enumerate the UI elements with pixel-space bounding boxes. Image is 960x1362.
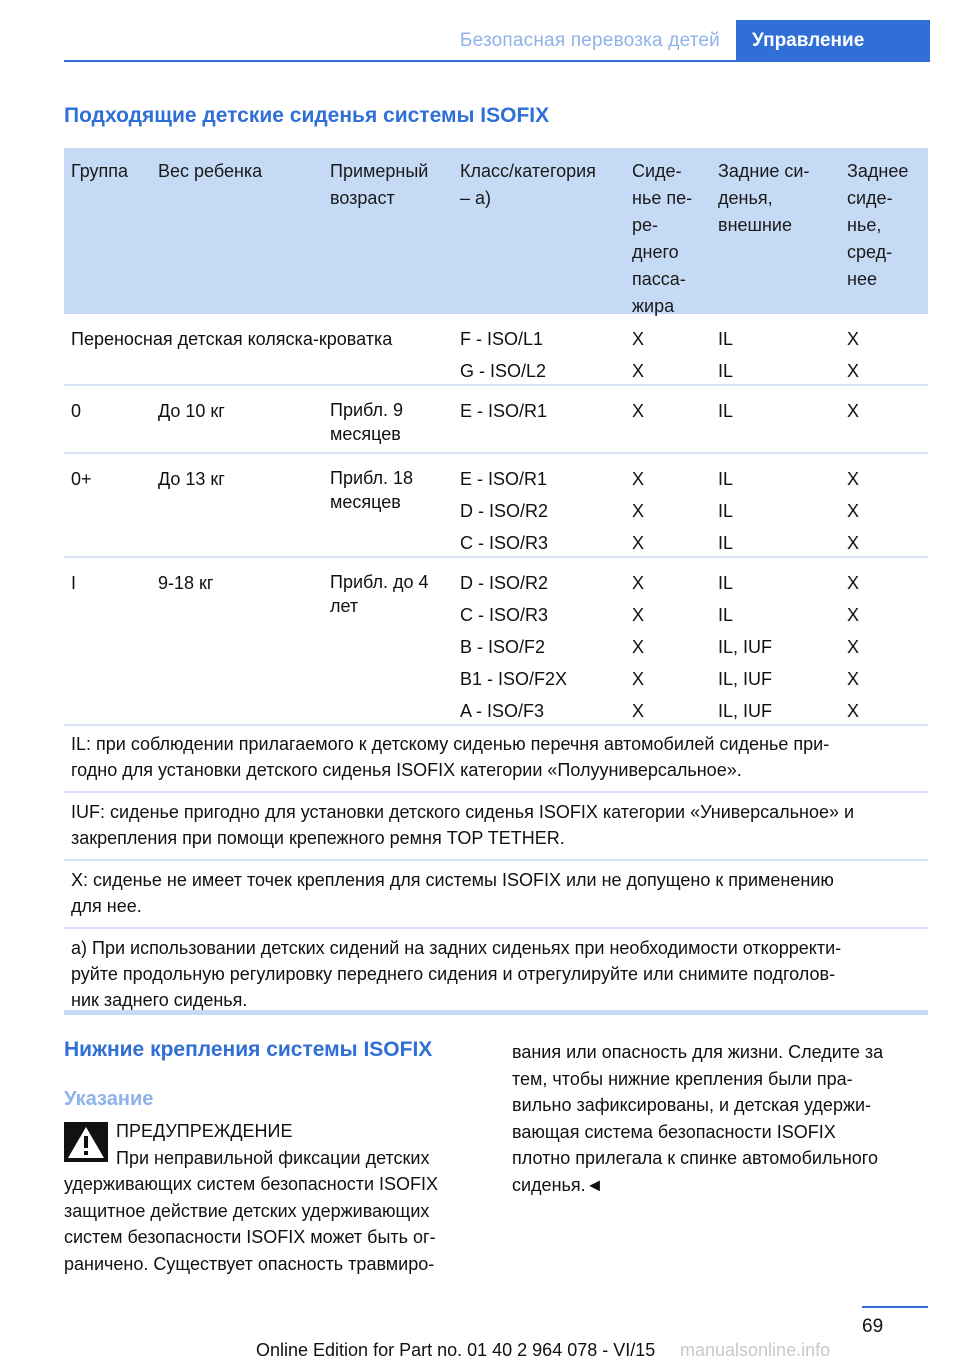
cell-front: X bbox=[632, 401, 645, 421]
header-group: Группа bbox=[71, 161, 129, 181]
header-chapter-tab: Управление bbox=[736, 20, 930, 62]
header-age: Примерный возраст bbox=[330, 161, 429, 208]
cell-front: X X X bbox=[632, 469, 645, 553]
cell-age: Прибл. 9 месяцев bbox=[330, 400, 404, 444]
cell-rear-outer: IL IL bbox=[718, 329, 734, 381]
table-row bbox=[64, 454, 928, 558]
header-front-seat: Сиде- нье пе- ре- днего пасса- жира bbox=[632, 161, 693, 316]
cell-group: 0 bbox=[71, 401, 82, 421]
warning-title: ПРЕДУПРЕЖДЕНИЕ bbox=[116, 1121, 293, 1141]
isofix-table bbox=[64, 148, 928, 726]
warning-block bbox=[64, 1118, 478, 1277]
cell-rear-middle: X X X X X bbox=[847, 573, 860, 721]
header-rule bbox=[64, 60, 930, 62]
subsection-heading: Указание bbox=[64, 1088, 154, 1110]
footer-rule bbox=[862, 1306, 928, 1308]
cell-rear-outer: IL IL IL bbox=[718, 469, 734, 553]
cell-rear-middle: X bbox=[847, 401, 860, 421]
note-x: X: сиденье не имеет точек крепления для системы ISOFIX или не допущено к применению для нее. bbox=[64, 861, 928, 929]
cell-weight: 9-18 кг bbox=[158, 573, 214, 593]
table-end-rule bbox=[64, 1010, 928, 1015]
page-number: 69 bbox=[862, 1316, 884, 1337]
cell-group: I bbox=[71, 573, 77, 593]
cell-group: Переносная детская коляска-кроватка bbox=[71, 329, 393, 349]
header-rear-middle: Заднее сиде- нье, сред- нее bbox=[847, 161, 909, 289]
table-header bbox=[64, 148, 928, 314]
note-il: IL: при соблюдении прилагаемого к детскому сиденью перечня автомобилей сиденье при- годно для установки детского сиденья ISOFIX категории «Полууниверсальное». bbox=[64, 725, 928, 793]
header-class: Класс/категория – a) bbox=[460, 161, 596, 208]
cell-classes: E - ISO/R1 bbox=[460, 401, 548, 421]
watermark-text: manualsonline.info bbox=[680, 1340, 831, 1360]
cell-age: Прибл. до 4 лет bbox=[330, 572, 429, 616]
warning-triangle-icon bbox=[64, 1122, 108, 1162]
table-row bbox=[64, 314, 928, 386]
cell-rear-middle: X X X bbox=[847, 469, 860, 553]
table-row bbox=[64, 558, 928, 726]
cell-front: X X bbox=[632, 329, 645, 381]
cell-rear-outer: IL IL IL, IUF IL, IUF IL, IUF bbox=[718, 573, 773, 721]
right-column-text: вания или опасность для жизни. Следите за тем, чтобы нижние крепления были пра- вильно зафиксированы, и детская удержи- вающая система безопасности ISOFIX плотно прилегала к спинке автомобильного сиденья.◄ bbox=[512, 1042, 884, 1195]
cell-weight: До 13 кг bbox=[158, 469, 225, 489]
cell-weight: До 10 кг bbox=[158, 401, 225, 421]
table-row bbox=[64, 386, 928, 454]
header-rear-outer: Задние си- денья, внешние bbox=[718, 161, 810, 235]
edition-text: Online Edition for Part no. 01 40 2 964 078 - VI/15 bbox=[256, 1340, 656, 1360]
cell-classes: F - ISO/L1 G - ISO/L2 bbox=[460, 329, 547, 381]
cell-group: 0+ bbox=[71, 469, 92, 489]
cell-classes: D - ISO/R2 C - ISO/R3 B - ISO/F2 B1 - ISO/F2X A - ISO/F3 bbox=[460, 573, 568, 721]
note-a: a) При использовании детских сидений на задних сиденьях при необходимости откорректи- руйте продольную регулировку переднего сидения и отрегулируйте или снимите подголов- ник заднего сиденья. bbox=[71, 938, 842, 1010]
note-iuf: IUF: сиденье пригодно для установки детского сиденья ISOFIX категории «Универсальное» и закрепления при помощи крепежного ремня TOP TETHER. bbox=[64, 793, 928, 861]
cell-classes: E - ISO/R1 D - ISO/R2 C - ISO/R3 bbox=[460, 469, 549, 553]
cell-front: X X X X X bbox=[632, 573, 645, 721]
header-section-title: Безопасная перевозка детей bbox=[459, 30, 720, 51]
cell-age: Прибл. 18 месяцев bbox=[330, 468, 414, 512]
section-heading: Нижние крепления системы ISOFIX bbox=[64, 1038, 433, 1061]
cell-rear-middle: X X bbox=[847, 329, 860, 381]
warning-text: ПРЕДУПРЕЖДЕНИЕ При неправильной фиксации детских удерживающих систем безопасности ISOFIX защитное действие детских удерживающих систем безопасности ISOFIX может быть ог- раничено. Существует опасность травмиро- bbox=[64, 1118, 478, 1277]
cell-rear-outer: IL bbox=[718, 401, 734, 421]
table-notes bbox=[64, 725, 928, 1021]
left-column bbox=[64, 1036, 478, 1277]
header-weight: Вес ребенка bbox=[158, 161, 263, 181]
page-title: Подходящие детские сиденья системы ISOFIX bbox=[64, 104, 550, 127]
